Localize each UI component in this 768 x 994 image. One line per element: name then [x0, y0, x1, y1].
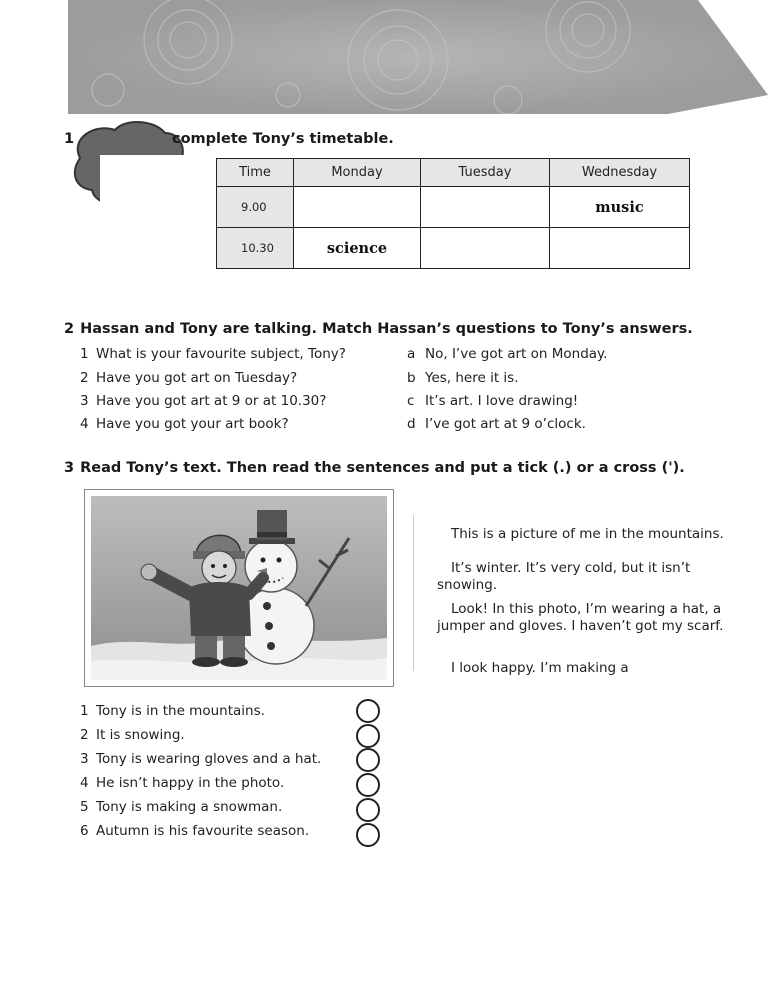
header-time: Time: [217, 159, 294, 187]
answer-item: a No, I’ve got art on Monday.: [407, 346, 608, 362]
divider: [413, 515, 414, 671]
exercise-3-number: 3: [64, 460, 75, 476]
question-item: 2 Have you got art on Tuesday?: [80, 370, 298, 386]
answer-item: c It’s art. I love drawing!: [407, 393, 579, 409]
answer-cell[interactable]: science: [294, 228, 421, 269]
statement-item: 2 It is snowing.: [80, 727, 185, 743]
question-item: 4 Have you got your art book?: [80, 416, 289, 432]
statement-item: 1 Tony is in the mountains.: [80, 703, 265, 719]
statement-item: 6 Autumn is his favourite season.: [80, 823, 310, 839]
time-cell: 9.00: [217, 187, 294, 228]
answer-circle[interactable]: [356, 699, 380, 723]
answer-cell[interactable]: [421, 228, 550, 269]
question-item: 3 Have you got art at 9 or at 10.30?: [80, 393, 327, 409]
exercise-1-title: complete Tony’s timetable.: [172, 131, 394, 147]
answer-cell[interactable]: [550, 228, 690, 269]
header-wednesday: Wednesday: [550, 159, 690, 187]
exercise-1-number: 1: [64, 131, 75, 147]
answer-circle[interactable]: [356, 773, 380, 797]
text-paragraph: This is a picture of me in the mountains.: [451, 526, 724, 542]
timetable: [216, 158, 690, 269]
header-banner: [68, 0, 768, 114]
exercise-3-title: Read Tony’s text. Then read the sentences and put a tick (.) or a cross (').: [80, 460, 685, 476]
cloud-cover-patch: [100, 155, 218, 225]
answer-cell[interactable]: [294, 187, 421, 228]
answer-circle[interactable]: [356, 724, 380, 748]
answer-cell[interactable]: music: [550, 187, 690, 228]
answer-item: d I’ve got art at 9 o’clock.: [407, 416, 586, 432]
statement-item: 4 He isn’t happy in the photo.: [80, 775, 285, 791]
text-paragraph: I look happy. I’m making a: [451, 660, 629, 676]
answer-cell[interactable]: [421, 187, 550, 228]
text-paragraph: Look! In this photo, I’m wearing a hat, a jumper and gloves. I haven’t got my scarf.: [437, 601, 724, 634]
statement-item: 3 Tony is wearing gloves and a hat.: [80, 751, 322, 767]
answer-item: b Yes, here it is.: [407, 370, 519, 386]
question-item: 1 What is your favourite subject, Tony?: [80, 346, 346, 362]
snowman-photo: [91, 496, 387, 680]
exercise-2-title: Hassan and Tony are talking. Match Hassan’s questions to Tony’s answers.: [80, 321, 693, 337]
header-monday: Monday: [294, 159, 421, 187]
header-tuesday: Tuesday: [421, 159, 550, 187]
statement-item: 5 Tony is making a snowman.: [80, 799, 283, 815]
exercise-3-heading: [64, 460, 685, 476]
text-paragraph: It’s winter. It’s very cold, but it isn’t snowing.: [437, 560, 691, 593]
time-cell: 10.30: [217, 228, 294, 269]
answer-circle[interactable]: [356, 823, 380, 847]
answer-circle[interactable]: [356, 798, 380, 822]
exercise-2-heading: [64, 321, 693, 337]
exercise-2-number: 2: [64, 321, 75, 337]
photo-frame: [84, 489, 394, 687]
answer-circle[interactable]: [356, 748, 380, 772]
